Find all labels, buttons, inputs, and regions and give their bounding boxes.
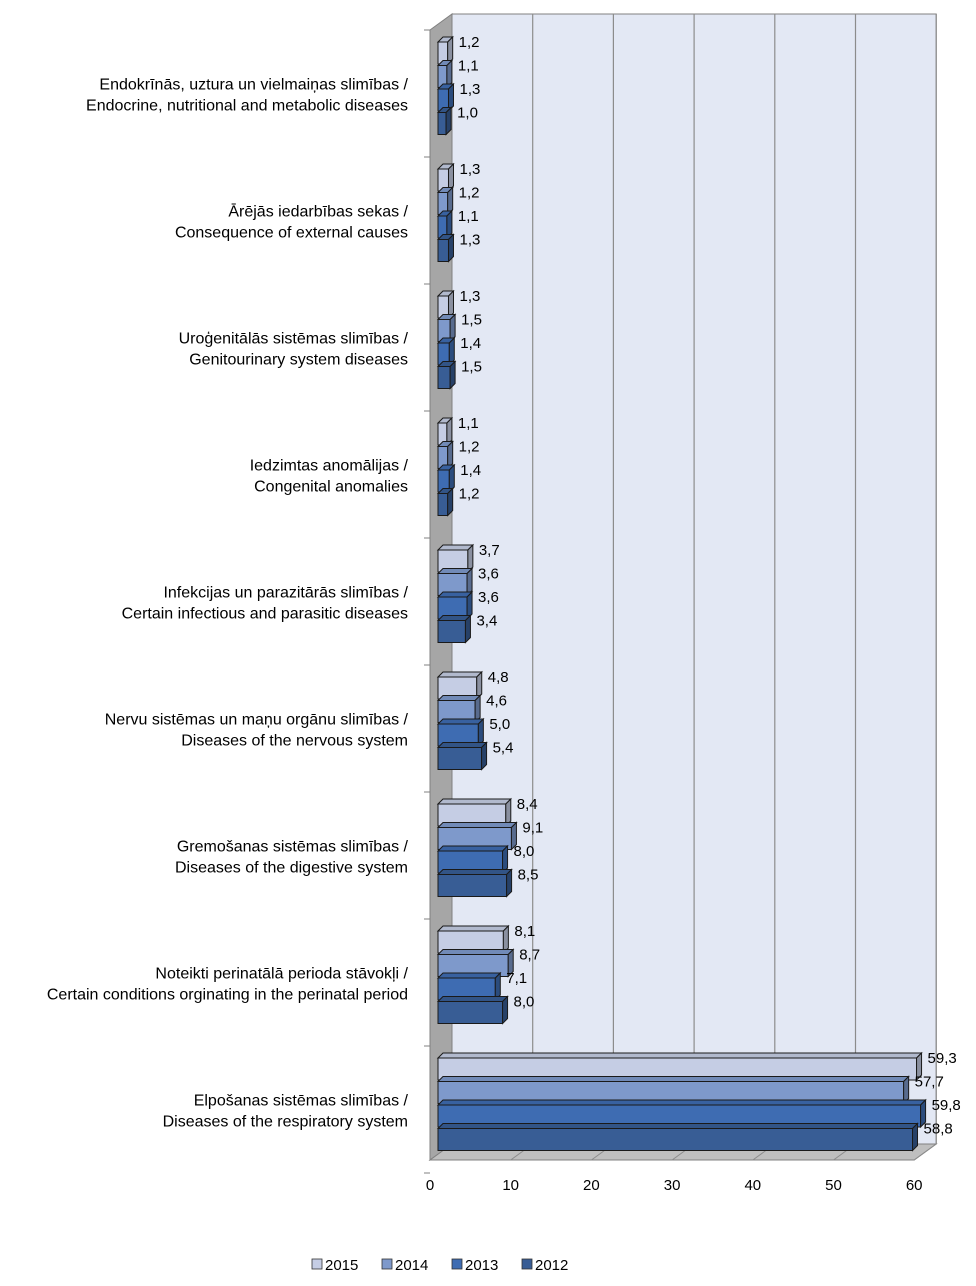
legend-swatch <box>312 1259 322 1269</box>
bar-side-face <box>446 108 451 135</box>
bar-top-face <box>438 545 473 550</box>
bar <box>438 748 482 770</box>
legend-label: 2012 <box>535 1257 569 1274</box>
bar-side-face <box>475 696 480 723</box>
bar-side-face <box>503 846 508 873</box>
category-label: Diseases of the respiratory system <box>162 1113 408 1131</box>
category-label: Infekcijas un parazitārās slimības / <box>163 584 408 602</box>
legend-label: 2014 <box>395 1257 429 1274</box>
data-label: 1,2 <box>458 34 480 51</box>
category-label: Gremošanas sistēmas slimības / <box>176 838 408 856</box>
bar <box>438 494 448 516</box>
bar-top-face <box>438 1077 909 1082</box>
bar-side-face <box>482 743 487 770</box>
data-label: 8,7 <box>519 946 541 964</box>
bar <box>438 113 446 135</box>
data-label: 1,0 <box>457 104 478 122</box>
x-tick-label: 60 <box>905 1177 923 1194</box>
data-label: 4,8 <box>487 669 509 686</box>
bar-side-face <box>448 291 453 318</box>
data-label: 1,2 <box>458 485 480 503</box>
data-label: 1,3 <box>459 231 481 249</box>
data-label: 1,3 <box>459 288 481 305</box>
bar-side-face <box>477 672 482 699</box>
bar-top-face <box>438 1100 926 1105</box>
bar-top-face <box>438 973 500 978</box>
bar-side-face <box>503 926 508 953</box>
bar-side-face <box>478 719 483 746</box>
bar-top-face <box>438 569 472 574</box>
x-tick-label: 0 <box>425 1177 435 1194</box>
data-label: 9,1 <box>522 819 544 837</box>
data-label: 4,6 <box>486 692 507 710</box>
bar-top-face <box>438 926 508 931</box>
data-label: 5,0 <box>489 716 511 733</box>
data-label: 1,5 <box>461 358 482 376</box>
legend-label: 2013 <box>465 1257 499 1274</box>
bar-side-face <box>904 1077 909 1104</box>
bar-top-face <box>438 1053 922 1058</box>
bar-side-face <box>447 61 452 88</box>
data-label: 3,6 <box>478 589 499 606</box>
data-label: 8,0 <box>513 993 535 1011</box>
category-label: Iedzimtas anomālijas / <box>249 457 408 475</box>
data-label: 1,1 <box>457 415 479 432</box>
category-label: Endocrine, nutritional and metabolic diseases <box>86 97 408 115</box>
data-label: 1,1 <box>457 57 479 75</box>
category-label: Diseases of the digestive system <box>175 859 408 877</box>
data-label: 7,1 <box>506 970 528 987</box>
bar-top-face <box>438 997 508 1002</box>
x-tick-label: 50 <box>825 1177 842 1194</box>
bar <box>438 240 448 262</box>
x-tick-label: 20 <box>583 1177 600 1194</box>
legend-label: 2015 <box>325 1257 359 1274</box>
category-label: Diseases of the nervous system <box>181 732 408 750</box>
bar-side-face <box>467 592 472 619</box>
data-label: 1,2 <box>458 184 480 202</box>
bar-top-face <box>438 846 508 851</box>
category-label: Congenital anomalies <box>254 478 408 496</box>
data-label: 1,5 <box>461 311 482 329</box>
category-label: Noteikti perinatālā perioda stāvokļi / <box>155 965 408 983</box>
bar-top-face <box>438 799 511 804</box>
data-label: 58,8 <box>923 1120 953 1138</box>
category-label: Certain conditions orginating in the perinatal period <box>46 986 408 1004</box>
bar-side-face <box>913 1124 918 1151</box>
bar-top-face <box>438 870 512 875</box>
bar <box>438 367 450 389</box>
data-label: 1,1 <box>457 208 479 225</box>
bar <box>438 1002 503 1024</box>
bar-side-face <box>503 997 508 1024</box>
bar-top-face <box>438 672 482 677</box>
bar-top-face <box>438 743 487 748</box>
data-label: 3,6 <box>478 565 499 583</box>
data-label: 1,4 <box>460 462 482 479</box>
bar <box>438 621 465 643</box>
category-label: Nervu sistēmas un maņu orgānu slimības / <box>104 711 408 729</box>
data-label: 1,3 <box>459 161 481 178</box>
bar-side-face <box>449 338 454 365</box>
bar-top-face <box>438 950 513 955</box>
data-label: 8,5 <box>517 866 539 884</box>
category-label: Certain infectious and parasitic diseases <box>121 605 408 623</box>
bar-side-face <box>447 418 452 445</box>
bar-top-face <box>438 719 483 724</box>
x-tick-label: 10 <box>502 1177 520 1194</box>
x-tick-label: 30 <box>663 1177 681 1194</box>
bar-side-face <box>449 465 454 492</box>
data-label: 5,4 <box>492 739 514 757</box>
category-label: Elpošanas sistēmas slimības / <box>193 1092 408 1110</box>
bar-side-face <box>495 973 500 1000</box>
bar <box>438 875 507 897</box>
bar-side-face <box>447 211 452 238</box>
data-label: 59,8 <box>931 1097 961 1114</box>
bar-top-face <box>438 823 516 828</box>
data-label: 57,7 <box>914 1073 944 1091</box>
bar-top-face <box>438 696 480 701</box>
bar-side-face <box>507 870 512 897</box>
category-label: Consequence of external causes <box>174 224 408 242</box>
legend-swatch <box>382 1259 392 1269</box>
bar-side-face <box>450 362 455 389</box>
bar-side-face <box>448 442 453 469</box>
bar-side-face <box>506 799 511 826</box>
x-tick-label: 40 <box>744 1177 762 1194</box>
bar-side-face <box>467 569 472 596</box>
category-label: Genitourinary system diseases <box>189 351 408 369</box>
data-label: 3,7 <box>478 542 500 559</box>
legend-swatch <box>522 1259 532 1269</box>
data-label: 8,4 <box>516 796 538 813</box>
data-label: 8,1 <box>514 923 536 940</box>
category-label: Ārējās iedarbības sekas / <box>228 203 408 221</box>
bar-side-face <box>448 489 453 516</box>
bar-top-face <box>438 1124 918 1129</box>
category-label: Uroģenitālās sistēmas slimības / <box>178 330 408 348</box>
data-label: 59,3 <box>927 1050 957 1067</box>
data-label: 1,2 <box>458 438 480 456</box>
legend-swatch <box>452 1259 462 1269</box>
data-label: 8,0 <box>513 843 535 860</box>
data-label: 1,4 <box>460 335 482 352</box>
bar-side-face <box>465 616 470 643</box>
bar <box>438 1129 913 1151</box>
category-label: Endokrīnās, uztura un vielmaiņas slimības / <box>99 76 408 94</box>
bar-top-face <box>438 592 472 597</box>
bar-side-face <box>448 235 453 262</box>
data-label: 1,3 <box>459 81 481 98</box>
data-label: 3,4 <box>476 612 498 630</box>
